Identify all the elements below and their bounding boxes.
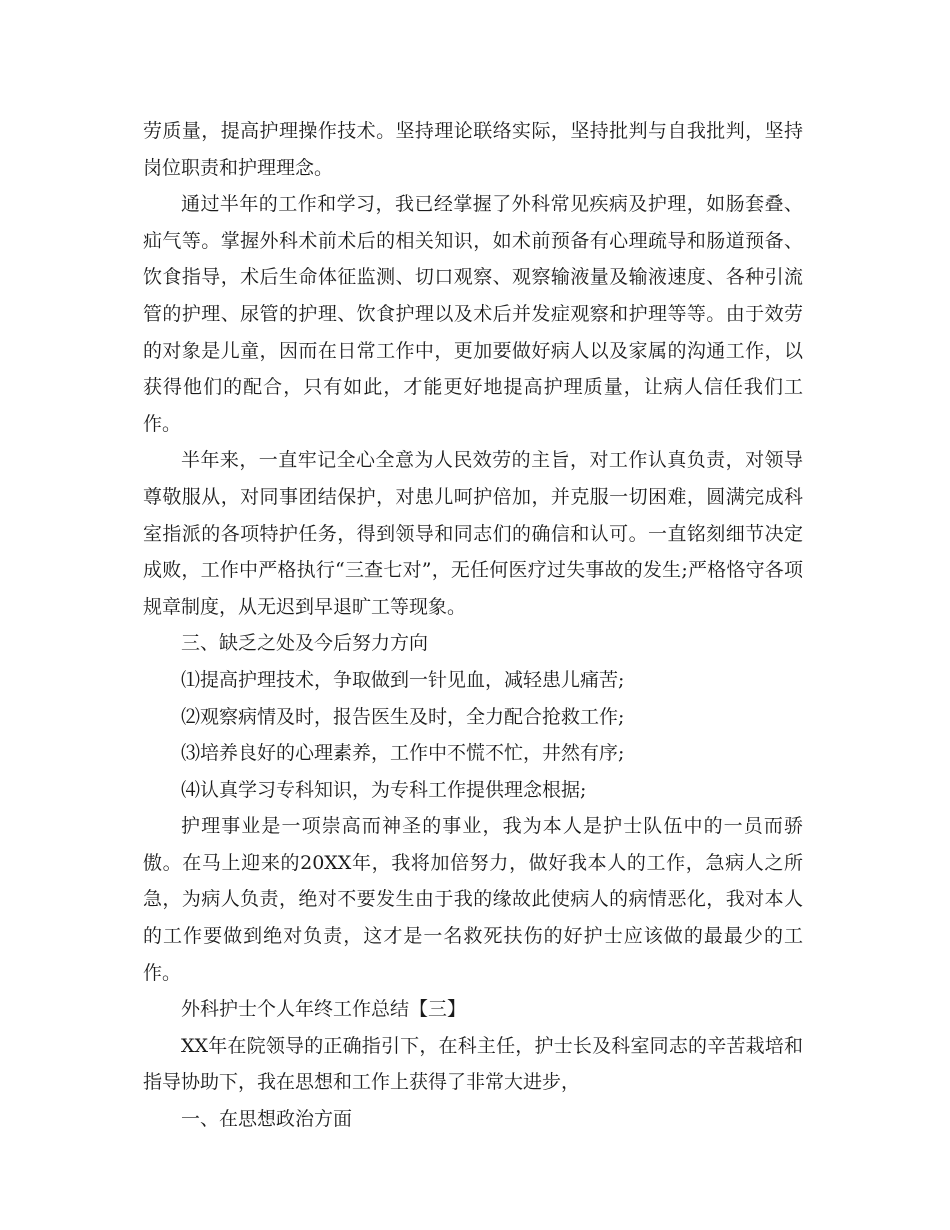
- section-heading-political: 一、在思想政治方面: [181, 1108, 353, 1131]
- list-item-3: ⑶培养良好的心理素养，工作中不慌不忙，井然有序;: [181, 742, 625, 765]
- paragraph-half-year-service: 半年来，一直牢记全心全意为人民效劳的主旨，对工作认真负责，对领导尊敬服从，对同事团结保护，对患儿呵护倍加，并克服一切困难，圆满完成科室指派的各项特护任务，得到领导和同志们的确信和认可。一直铭刻细节决定成败，工作中严格执行“三查七对”，无任何医疗过失事故的发生;严格恪守各项规章制度，从无迟到早退旷工等现象。: [143, 449, 803, 618]
- section-title-summary-three: 外科护士个人年终工作总结【三】: [181, 998, 467, 1021]
- paragraph-continuation: 劳质量，提高护理操作技术。坚持理论联络实际，坚持批判与自我批判，坚持岗位职责和护理理念。: [143, 120, 803, 179]
- list-item-1: ⑴提高护理技术，争取做到一针见血，减轻患儿痛苦;: [181, 668, 625, 691]
- paragraph-surgical-knowledge: 通过半年的工作和学习，我已经掌握了外科常见疾病及护理，如肠套叠、疝气等。掌握外科术前术后的相关知识，如术前预备有心理疏导和肠道预备、饮食指导，术后生命体征监测、切口观察、观察输液量及输液速度、各种引流管的护理、尿管的护理、饮食护理以及术后并发症观察和护理等等。由于效劳的对象是儿童，因而在日常工作中，更加要做好病人以及家属的沟通工作，以获得他们的配合，只有如此，才能更好地提高护理质量，让病人信任我们工作。: [143, 193, 803, 435]
- paragraph-xx-year: XX年在院领导的正确指引下，在科主任，护士长及科室同志的辛苦栽培和指导协助下，我在思想和工作上获得了非常大进步，: [143, 1034, 803, 1094]
- list-item-2: ⑵观察病情及时，报告医生及时，全力配合抢救工作;: [181, 705, 625, 728]
- list-item-4: ⑷认真学习专科知识，为专科工作提供理念根据;: [181, 778, 587, 801]
- document-body: [143, 113, 803, 1138]
- paragraph-nursing-career: 护理事业是一项崇高而神圣的事业，我为本人是护士队伍中的一员而骄傲。在马上迎来的20XX年，我将加倍努力，做好我本人的工作，急病人之所急，为病人负责，绝对不要发生由于我的缘故此使病人的病情恶化，我对本人的工作要做到绝对负责，这才是一名救死扶伤的好护士应该做的最最少的工作。: [143, 815, 803, 984]
- section-heading-shortcomings: 三、缺乏之处及今后努力方向: [181, 632, 429, 655]
